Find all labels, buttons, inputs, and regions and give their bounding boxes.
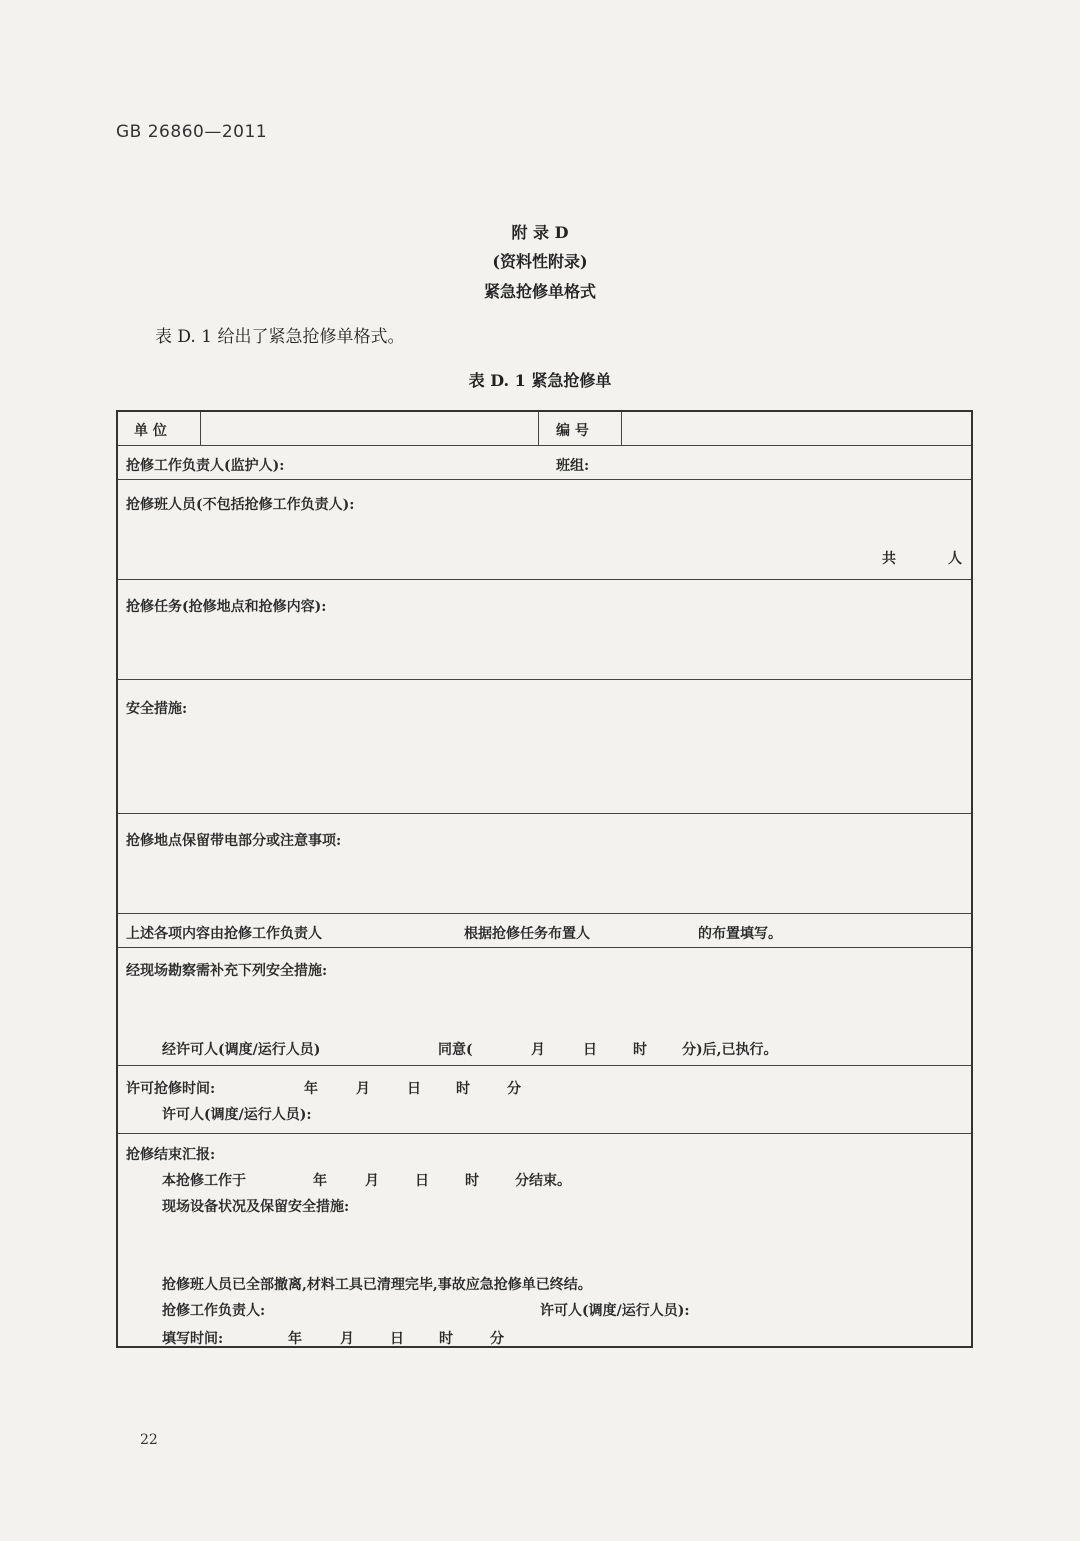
fill-part2: 根据抢修任务布置人 bbox=[464, 926, 590, 942]
fill-month: 月 bbox=[340, 1331, 354, 1347]
row-live-parts bbox=[118, 814, 971, 914]
survey-day: 日 bbox=[583, 1042, 597, 1058]
fill-hour: 时 bbox=[439, 1331, 453, 1347]
end-month: 月 bbox=[365, 1173, 379, 1189]
end-day: 日 bbox=[415, 1173, 429, 1189]
appendix-type: (资料性附录) bbox=[492, 252, 588, 271]
row-task bbox=[118, 580, 971, 680]
live-label: 抢修地点保留带电部分或注意事项: bbox=[126, 833, 342, 849]
table-caption: 表 D. 1 紧急抢修单 bbox=[468, 371, 612, 390]
end-status: 现场设备状况及保留安全措施: bbox=[162, 1199, 350, 1215]
survey-approver: 经许可人(调度/运行人员) bbox=[162, 1042, 321, 1058]
row-fill-statement bbox=[118, 914, 971, 948]
fill-part3: 的布置填写。 bbox=[698, 926, 782, 942]
intro-text: 表 D. 1 给出了紧急抢修单格式。 bbox=[155, 327, 405, 347]
fill-part1: 上述各项内容由抢修工作负责人 bbox=[126, 926, 322, 942]
row-unit-number bbox=[118, 412, 971, 446]
task-label: 抢修任务(抢修地点和抢修内容): bbox=[126, 599, 327, 615]
appendix-title: 附 录 D bbox=[511, 223, 569, 242]
end-permit: 许可人(调度/运行人员): bbox=[540, 1303, 690, 1319]
leader-label: 抢修工作负责人(监护人): bbox=[126, 458, 285, 474]
standard-code: GB 26860—2011 bbox=[116, 122, 268, 142]
row-crew bbox=[118, 480, 971, 580]
crew-label: 抢修班人员(不包括抢修工作负责人): bbox=[126, 497, 355, 513]
permit-day: 日 bbox=[407, 1081, 421, 1097]
emergency-repair-form bbox=[116, 410, 973, 1348]
permit-year: 年 bbox=[304, 1081, 318, 1097]
fill-day: 日 bbox=[390, 1331, 404, 1347]
permit-person: 许可人(调度/运行人员): bbox=[162, 1107, 312, 1123]
safety-label: 安全措施: bbox=[126, 701, 188, 717]
survey-label: 经现场勘察需补充下列安全措施: bbox=[126, 963, 328, 979]
survey-hour: 时 bbox=[633, 1042, 647, 1058]
team-label: 班组: bbox=[556, 458, 590, 474]
end-cleared: 抢修班人员已全部撤离,材料工具已清理完毕,事故应急抢修单已终结。 bbox=[162, 1277, 592, 1293]
number-label: 编 号 bbox=[556, 423, 589, 439]
row-survey bbox=[118, 948, 971, 1066]
row-leader bbox=[118, 446, 971, 480]
fill-year: 年 bbox=[288, 1331, 302, 1347]
crew-unit: 人 bbox=[948, 551, 962, 567]
end-leader: 抢修工作负责人: bbox=[162, 1303, 266, 1319]
row-end-report bbox=[118, 1134, 971, 1348]
row-safety bbox=[118, 680, 971, 814]
permit-min: 分 bbox=[507, 1081, 521, 1097]
crew-total: 共 bbox=[882, 551, 896, 567]
appendix-subtitle: 紧急抢修单格式 bbox=[483, 282, 596, 301]
survey-month: 月 bbox=[531, 1042, 545, 1058]
end-work: 本抢修工作于 bbox=[162, 1173, 246, 1189]
permit-time-label: 许可抢修时间: bbox=[126, 1081, 216, 1097]
unit-label: 单 位 bbox=[134, 423, 167, 439]
fill-time: 填写时间: bbox=[162, 1331, 224, 1347]
divider bbox=[538, 412, 539, 445]
end-hour: 时 bbox=[465, 1173, 479, 1189]
page-number: 22 bbox=[140, 1432, 158, 1448]
divider bbox=[621, 412, 622, 445]
permit-hour: 时 bbox=[456, 1081, 470, 1097]
row-permit-time bbox=[118, 1066, 971, 1134]
permit-month: 月 bbox=[356, 1081, 370, 1097]
survey-agree: 同意( bbox=[438, 1042, 473, 1058]
survey-min: 分)后,已执行。 bbox=[682, 1042, 778, 1058]
end-label: 抢修结束汇报: bbox=[126, 1147, 216, 1163]
fill-min: 分 bbox=[490, 1331, 504, 1347]
end-year: 年 bbox=[313, 1173, 327, 1189]
divider bbox=[200, 412, 201, 445]
end-min: 分结束。 bbox=[515, 1173, 571, 1189]
